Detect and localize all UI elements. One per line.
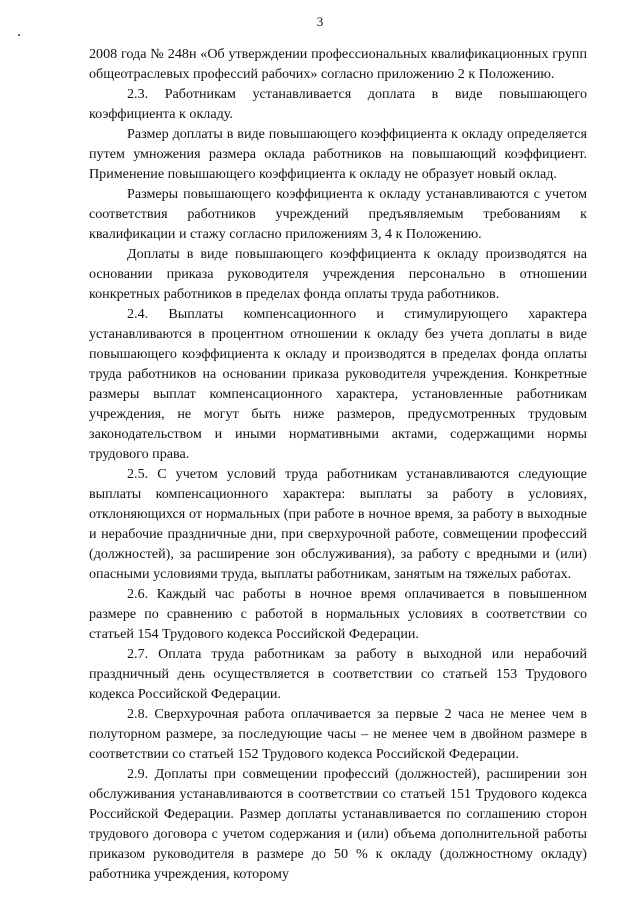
paragraph-2-3: 2.3. Работникам устанавливается доплата в виде повышающего коэффициента к окладу.: [89, 86, 587, 122]
paragraph-2-4: 2.4. Выплаты компенсационного и стимулирующего характера устанавливаются в процентном отношении к окладу без учета доплаты в виде повышающего коэффициента к окладу и производятся в пределах фонда оплаты труда работников на основании приказа руководителя учреждения. Конкретные размеры выплат компенсационного характера, установленные работникам учреждения, не могут быть ниже размеров, предусмотренных трудовым законодательством и иными нормативными актами, содержащими нормы трудового права.: [89, 306, 587, 462]
paragraph-coefficient-order: Доплаты в виде повышающего коэффициента к окладу производятся на основании приказа руководителя учреждения персонально в отношении конкретных работников в пределах фонда оплаты труда работников.: [89, 246, 587, 302]
paragraph-coefficient-size: Размер доплаты в виде повышающего коэффициента к окладу определяется путем умножения размера оклада работников на повышающий коэффициент. Применение повышающего коэффициента к окладу не образует новый оклад.: [89, 126, 587, 182]
paragraph-2-6: 2.6. Каждый час работы в ночное время оплачивается в повышенном размере по сравнению с работой в нормальных условиях в соответствии со статьей 154 Трудового кодекса Российской Федерации.: [89, 586, 587, 642]
paragraph-continuation: 2008 года № 248н «Об утверждении профессиональных квалификационных групп общеотраслевых профессий рабочих» согласно приложению 2 к Положению.: [89, 46, 587, 82]
document-body: [89, 44, 587, 884]
paragraph-2-5: 2.5. С учетом условий труда работникам устанавливаются следующие выплаты компенсационного характера: выплаты за работу в условиях, отклоняющихся от нормальных (при работе в ночное время, за работу в выходные и нерабочие праздничные дни, при сверхурочной работе, совмещении профессий (должностей), за расширение зон обслуживания), за работу с вредными и (или) опасными условиями труда, выплаты работникам, занятым на тяжелых работах.: [89, 466, 587, 582]
paragraph-2-8: 2.8. Сверхурочная работа оплачивается за первые 2 часа не менее чем в полуторном размере, за последующие часы – не менее чем в двойном размере в соответствии со статьей 152 Трудового кодекса Российской Федерации.: [89, 706, 587, 762]
scan-speck: [18, 34, 20, 36]
paragraph-2-7: 2.7. Оплата труда работникам за работу в выходной или нерабочий праздничный день осуществляется в соответствии со статьей 153 Трудового кодекса Российской Федерации.: [89, 646, 587, 702]
paragraph-2-9: 2.9. Доплаты при совмещении профессий (должностей), расширении зон обслуживания устанавливаются в соответствии со статьей 151 Трудового кодекса Российской Федерации. Размер доплаты устанавливается по соглашению сторон трудового договора с учетом содержания и (или) объема дополнительной работы приказом руководителя в размере до 50 % к окладу (должностному окладу) работника учреждения, которому: [89, 766, 587, 882]
paragraph-coefficient-values: Размеры повышающего коэффициента к окладу устанавливаются с учетом соответствия работников учреждений предъявляемым требованиям к квалификации и стажу согласно приложениям 3, 4 к Положению.: [89, 186, 587, 242]
page-number: 3: [316, 14, 324, 29]
